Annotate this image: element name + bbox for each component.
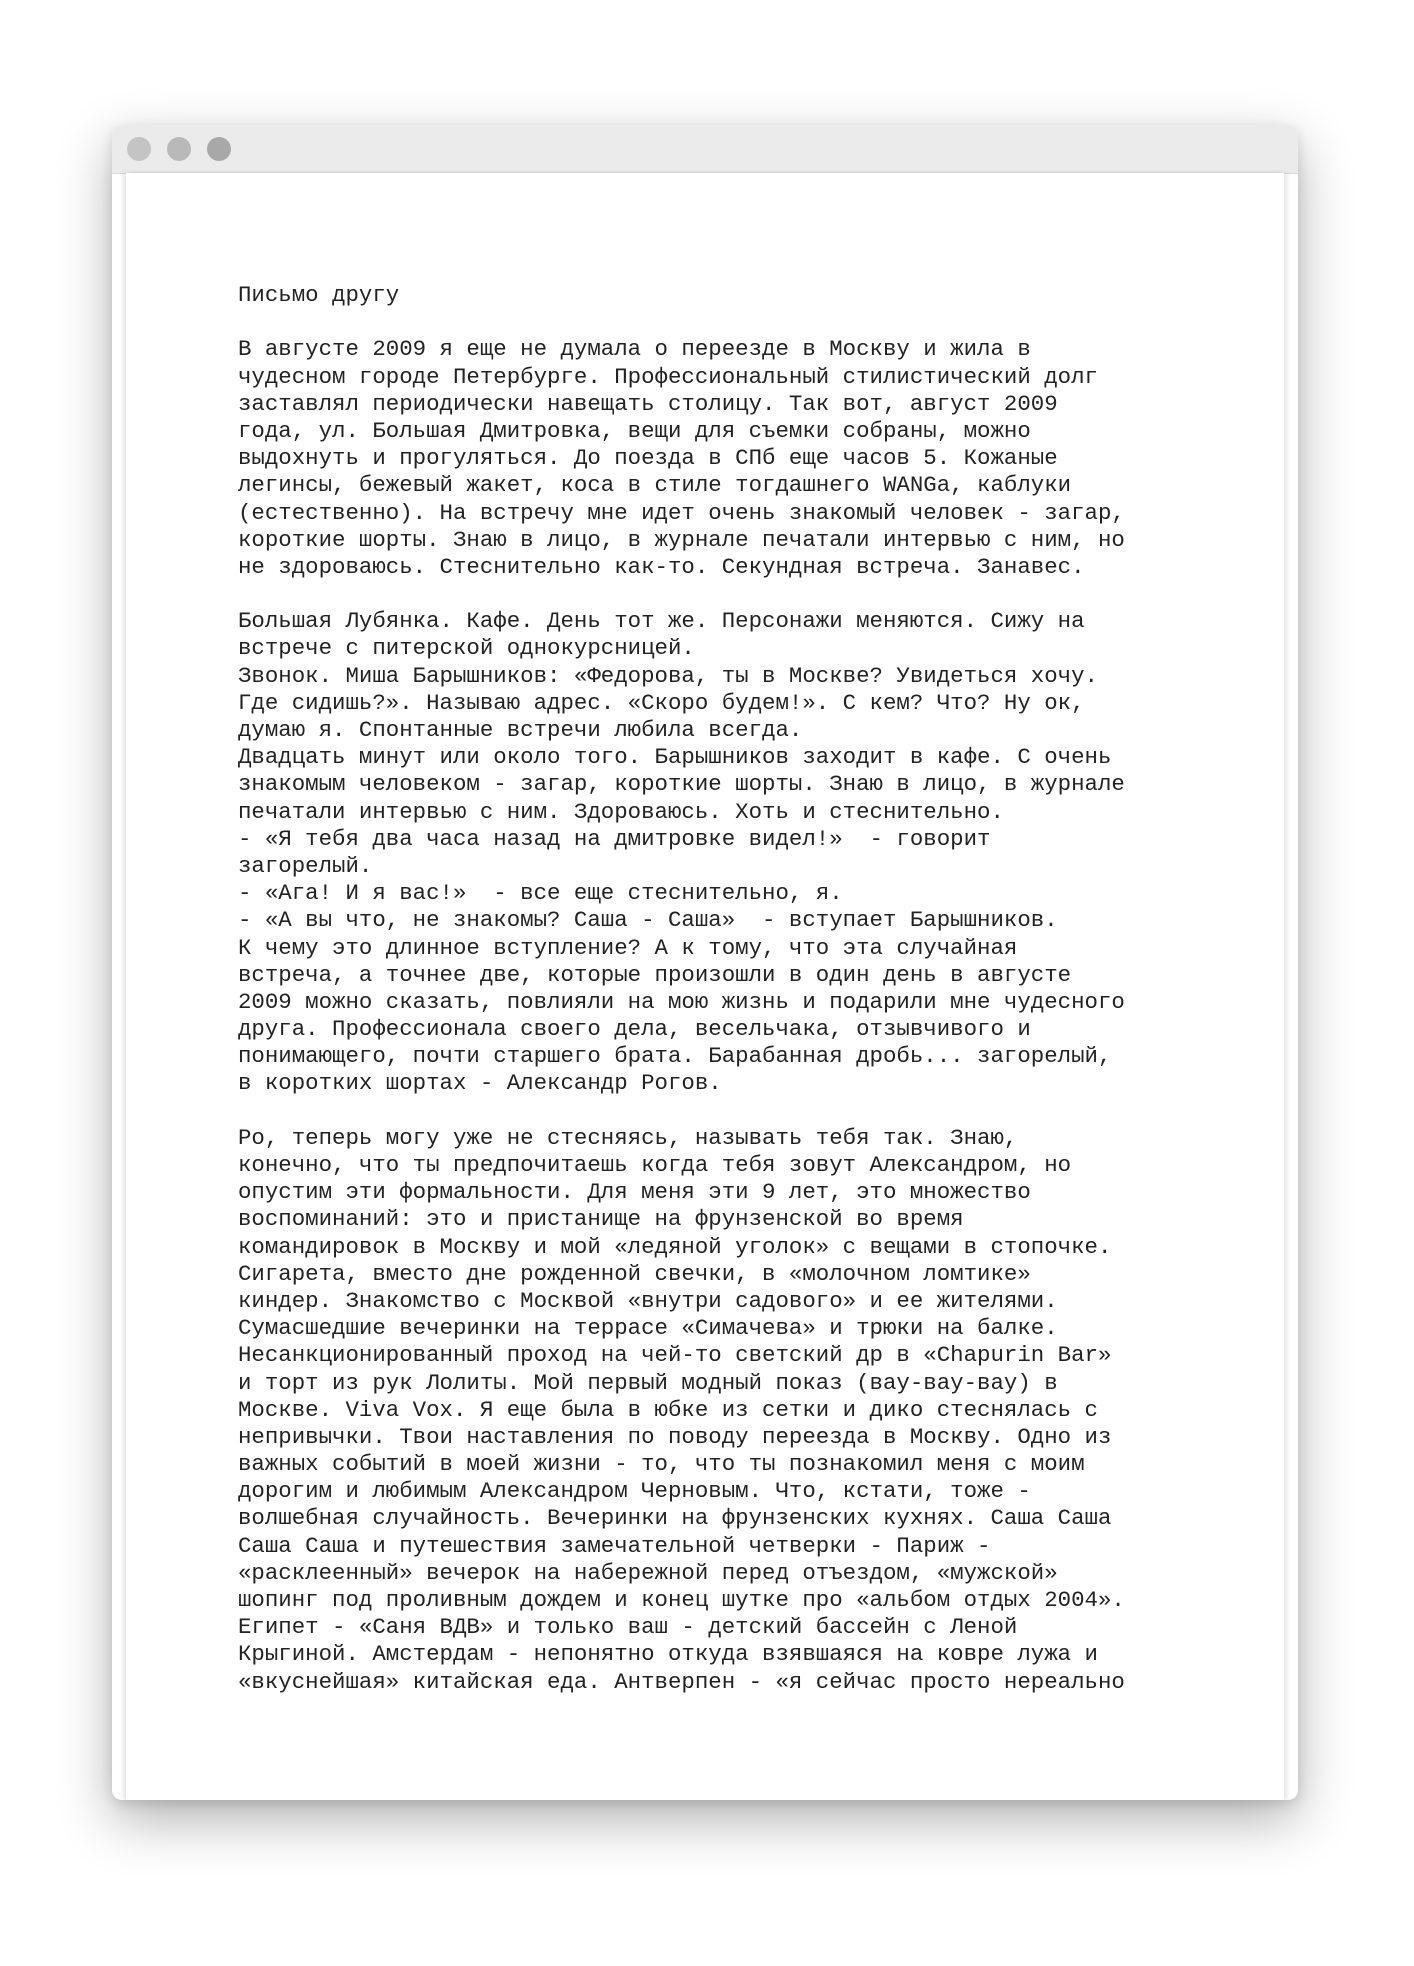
blank-line (238, 581, 1188, 608)
text-line: - «А вы что, не знакомы? Саша - Саша» - вступает Барышников. (238, 907, 1058, 934)
text-line: встрече с питерской однокурсницей. (238, 635, 695, 662)
text-line: Несанкционированный проход на чей-то светский др в «Chapurin Bar» (238, 1342, 1112, 1369)
text-line: и торт из рук Лолиты. Мой первый модный показ (вау-вау-вау) в (238, 1369, 1058, 1396)
window-close-button[interactable] (127, 137, 151, 161)
text-line: Сумасшедшие вечеринки на террасе «Симачева» и трюки на балке. (238, 1315, 1058, 1342)
text-line: «расклеенный» вечерок на набережной перед отъездом, «мужской» (238, 1559, 1058, 1586)
text-line: дорогим и любимым Александром Черновым. Что, кстати, тоже - (238, 1478, 1031, 1505)
text-line: киндер. Знакомство с Москвой «внутри садового» и ее жителями. (238, 1287, 1058, 1314)
text-line: К чему это длинное вступление? А к тому, что эта случайная (238, 934, 1018, 961)
blank-line (238, 309, 1188, 336)
text-line: «вкуснейшая» китайская еда. Антверпен - «я сейчас просто нереально (238, 1668, 1125, 1695)
text-line: загорелый. (238, 852, 373, 879)
text-line: чудесном городе Петербурге. Профессиональный стилистический долг (238, 363, 1098, 390)
text-line: Где сидишь?». Называю адрес. «Скоро будем!». С кем? Что? Ну ок, (238, 689, 1085, 716)
document-page (126, 173, 1284, 1800)
text-line: выдохнуть и прогуляться. До поезда в СПб еще часов 5. Кожаные (238, 445, 1058, 472)
text-line: волшебная случайность. Вечеринки на фрунзенских кухнях. Саша Саша (238, 1505, 1112, 1532)
text-line: конечно, что ты предпочитаешь когда тебя зовут Александром, но (238, 1152, 1072, 1178)
text-line: Крыгиной. Амстердам - непонятно откуда взявшаяся на ковре лужа и (238, 1641, 1098, 1668)
text-line: думаю я. Спонтанные встречи любила всегда. (238, 717, 803, 743)
text-line: Двадцать минут или около того. Барышников заходит в кафе. С очень (238, 744, 1112, 771)
text-line: опустим эти формальности. Для меня эти 9 лет, это множество (238, 1179, 1031, 1206)
text-line: важных событий в моей жизни - то, что ты познакомил меня с моим (238, 1451, 1085, 1478)
text-line: знакомым человеком - загар, короткие шорты. Знаю в лицо, в журнале (238, 771, 1125, 798)
window-minimize-button[interactable] (167, 137, 191, 161)
text-line: года, ул. Большая Дмитровка, вещи для съемки собраны, можно (238, 417, 1031, 444)
text-line: короткие шорты. Знаю в лицо, в журнале печатали интервью с ним, но (238, 526, 1125, 553)
text-line: друга. Профессионала своего дела, весельчака, отзывчивого и (238, 1016, 1031, 1043)
text-line: не здороваюсь. Стеснительно как-то. Секундная встреча. Занавес. (238, 553, 1085, 580)
text-line: Большая Лубянка. Кафе. День тот же. Персонажи меняются. Сижу на (238, 608, 1085, 635)
text-line: Письмо другу (238, 282, 400, 308)
text-line: Сигарета, вместо дне рожденной свечки, в «молочном ломтике» (238, 1260, 1031, 1287)
text-line: в коротких шортах - Александр Рогов. (238, 1070, 722, 1097)
text-line: заставлял периодически навещать столицу. Так вот, август 2009 (238, 390, 1058, 417)
text-line: командировок в Москву и мой «ледяной уголок» с вещами в стопочке. (238, 1233, 1112, 1260)
text-line: легинсы, бежевый жакет, коса в стиле тогдашнего WANGa, каблуки (238, 472, 1072, 499)
document-window (112, 125, 1298, 1800)
text-line: - «Я тебя два часа назад на дмитровке видел!» - говорит (238, 825, 991, 852)
text-line: Египет - «Саня ВДВ» и только ваш - детский бассейн с Леной (238, 1614, 1018, 1641)
text-line: Ро, теперь могу уже не стесняясь, называть тебя так. Знаю, (238, 1124, 1018, 1151)
text-line: - «Ага! И я вас!» - все еще стеснительно, я. (238, 880, 843, 907)
text-line: шопинг под проливным дождем и конец шутке про «альбом отдых 2004». (238, 1587, 1125, 1613)
text-line: воспоминаний: это и пристанище на фрунзенской во время (238, 1206, 964, 1233)
text-line: печатали интервью с ним. Здороваюсь. Хоть и стеснительно. (238, 798, 1004, 825)
text-line: Звонок. Миша Барышников: «Федорова, ты в Москве? Увидеться хочу. (238, 662, 1098, 689)
text-line: 2009 можно сказать, повлияли на мою жизнь и подарили мне чудесного (238, 988, 1125, 1015)
blank-line (238, 1098, 1188, 1125)
text-line: встреча, а точнее две, которые произошли в один день в августе (238, 961, 1072, 988)
window-maximize-button[interactable] (207, 137, 231, 161)
letter-text (238, 282, 1188, 1696)
text-line: Москве. Viva Vox. Я еще была в юбке из сетки и дико стеснялась с (238, 1396, 1098, 1423)
text-line: (естественно). На встречу мне идет очень знакомый человек - загар, (238, 499, 1125, 526)
text-line: понимающего, почти старшего брата. Барабанная дробь... загорелый, (238, 1043, 1112, 1070)
text-line: непривычки. Твои наставления по поводу переезда в Москву. Одно из (238, 1423, 1112, 1450)
text-line: В августе 2009 я еще не думала о переезде в Москву и жила в (238, 336, 1031, 363)
text-line: Саша Саша и путешествия замечательной четверки - Париж - (238, 1532, 991, 1559)
window-titlebar (112, 125, 1298, 174)
